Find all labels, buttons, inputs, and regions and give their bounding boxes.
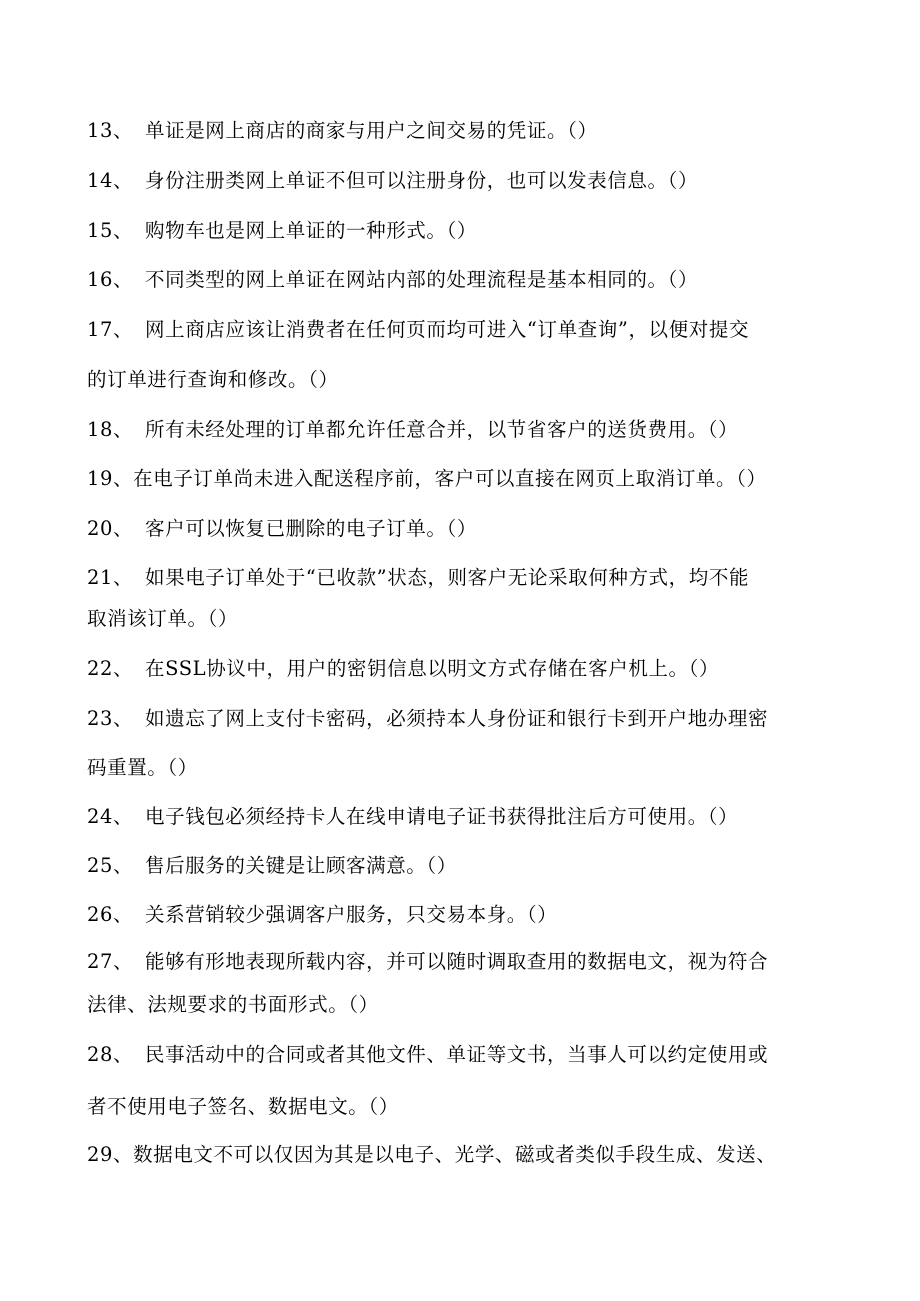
question-text: 能够有形地表现所载内容，并可以随时调取查用的数据电文，视为符合 <box>145 950 769 973</box>
question-number: 29、 <box>87 1143 134 1166</box>
question-number: 16、 <box>87 268 134 291</box>
question-number: 28、 <box>87 1043 134 1066</box>
question-text-continuation: 者不使用电子签名、数据电文。（） <box>87 1095 399 1118</box>
question-number: 26、 <box>87 903 134 926</box>
question-text: 客户可以恢复已删除的电子订单。（） <box>145 517 477 540</box>
question-text: 在SSL协议中，用户的密钥信息以明文方式存储在客户机上。（） <box>145 657 720 680</box>
question-number: 18、 <box>87 418 134 441</box>
question-number: 13、 <box>87 119 134 142</box>
question-17-continuation <box>87 368 339 392</box>
question-text: 不同类型的网上单证在网站内部的处理流程是基本相同的。（） <box>145 268 699 291</box>
question-number: 25、 <box>87 854 134 877</box>
question-28-continuation <box>87 1095 399 1119</box>
question-23-continuation <box>87 756 198 780</box>
question-24 <box>87 805 738 829</box>
question-21-continuation <box>87 607 238 631</box>
question-text: 关系营销较少强调客户服务，只交易本身。（） <box>145 903 558 926</box>
question-20 <box>87 517 477 541</box>
question-28 <box>87 1043 768 1067</box>
question-text: 所有未经处理的订单都允许任意合并，以节省客户的送货费用。（） <box>145 418 739 441</box>
question-21 <box>87 566 749 590</box>
question-text-continuation: 取消该订单。（） <box>87 607 239 630</box>
question-19 <box>87 467 767 491</box>
question-number: 27、 <box>87 950 134 973</box>
question-number: 24、 <box>87 805 134 828</box>
question-23 <box>87 707 768 731</box>
question-26 <box>87 903 557 927</box>
question-text: 电子钱包必须经持卡人在线申请电子证书获得批注后方可使用。（） <box>145 805 739 828</box>
question-text: 在电子订单尚未进入配送程序前，客户可以直接在网页上取消订单。（） <box>133 467 767 490</box>
question-16 <box>87 268 698 292</box>
question-14 <box>87 169 698 193</box>
question-text: 如果电子订单处于“已收款”状态，则客户无论采取何种方式，均不能 <box>145 566 750 589</box>
question-18 <box>87 418 738 442</box>
question-text-continuation: 法律、法规要求的书面形式。（） <box>87 993 379 1016</box>
question-number: 20、 <box>87 517 134 540</box>
question-text: 单证是网上商店的商家与用户之间交易的凭证。（） <box>145 119 598 142</box>
question-text: 网上商店应该让消费者在任何页而均可进入“订单查询”，以便对提交 <box>145 318 750 341</box>
question-number: 19、 <box>87 467 134 490</box>
question-text: 如遗忘了网上支付卡密码，必须持本人身份证和银行卡到开户地办理密 <box>145 707 769 730</box>
question-15 <box>87 219 477 243</box>
question-27-continuation <box>87 993 379 1017</box>
question-number: 21、 <box>87 566 134 589</box>
question-text: 售后服务的关键是让顾客满意。（） <box>145 854 457 877</box>
question-text: 购物车也是网上单证的一种形式。（） <box>145 219 477 242</box>
question-text: 数据电文不可以仅因为其是以电子、光学、磁或者类似手段生成、发送、 <box>133 1143 777 1166</box>
question-22 <box>87 657 719 681</box>
question-text: 民事活动中的合同或者其他文件、单证等文书，当事人可以约定使用或 <box>145 1043 769 1066</box>
question-17 <box>87 318 749 342</box>
question-number: 22、 <box>87 657 134 680</box>
question-25 <box>87 854 457 878</box>
question-13 <box>87 119 598 143</box>
question-number: 14、 <box>87 169 134 192</box>
question-27 <box>87 950 768 974</box>
question-text: 身份注册类网上单证不但可以注册身份，也可以发表信息。（） <box>145 169 699 192</box>
question-number: 23、 <box>87 707 134 730</box>
question-number: 17、 <box>87 318 134 341</box>
question-29 <box>87 1143 776 1167</box>
question-text-continuation: 码重置。（） <box>87 756 198 779</box>
question-text-continuation: 的订单进行查询和修改。（） <box>87 368 339 391</box>
question-number: 15、 <box>87 219 134 242</box>
